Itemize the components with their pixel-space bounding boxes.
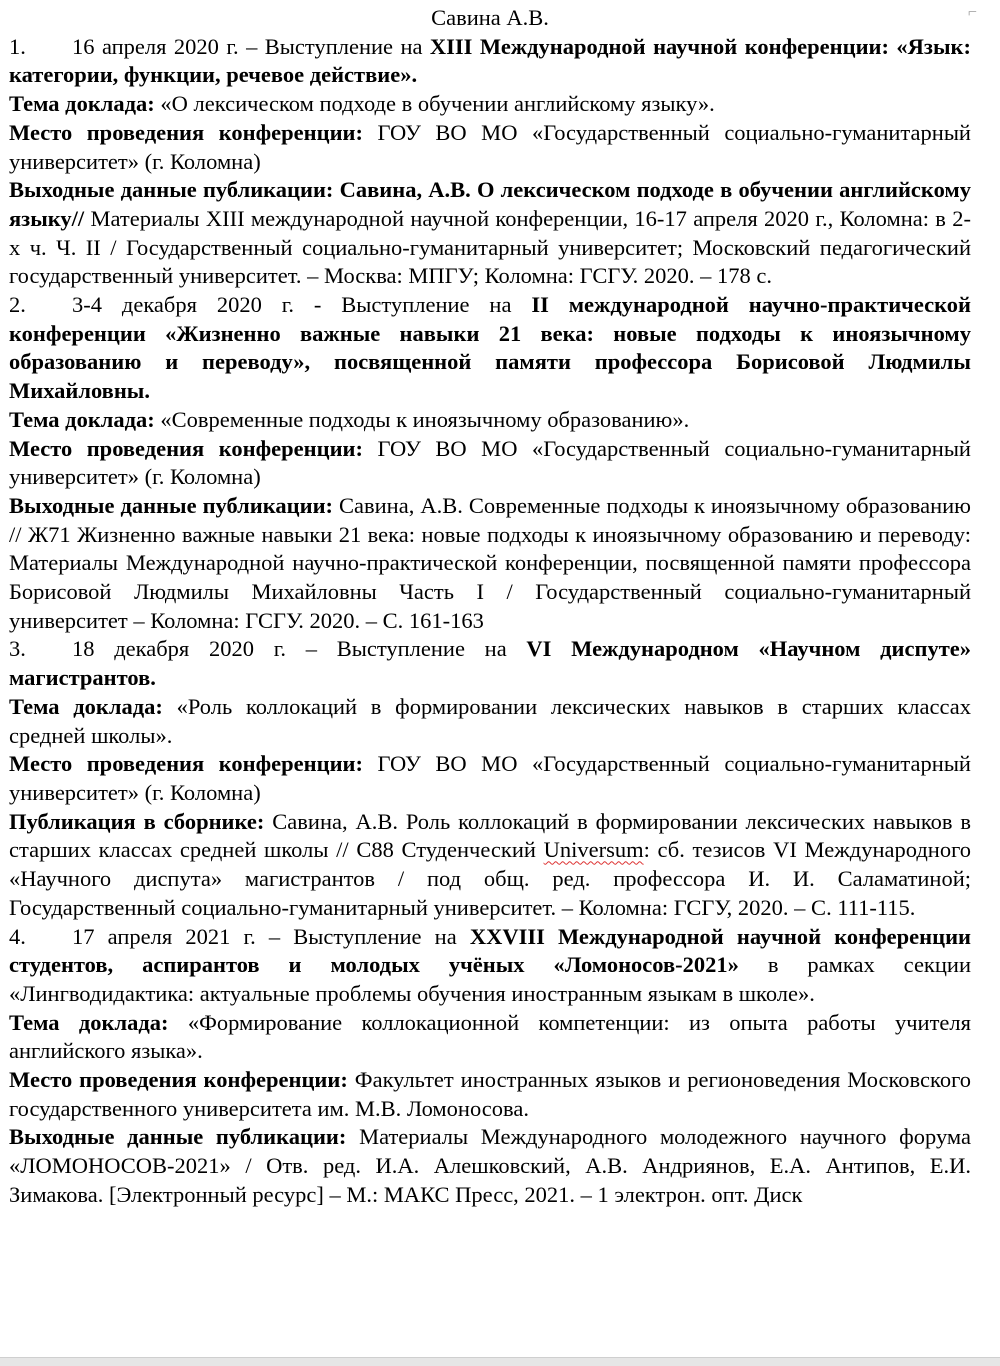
entry-4-venue: Место проведения конференции: Факультет иностранных языков и регионоведения Московского государственного университета им. М.В. Ломоносова. xyxy=(9,1067,971,1121)
page-bottom-edge xyxy=(0,1357,1000,1366)
entry-1-venue: Место проведения конференции: ГОУ ВО МО «Государственный социально-гуманитарный университет» (г. Коломна) xyxy=(9,119,971,174)
entry-2-heading: 2. 3-4 декабря 2020 г. - Выступление на II международной научно-практической конференции «Жизненно важные навыки 21 века: новые подходы к иноязычному образованию и переводу», посвященной памяти профессора Борисовой Людмилы Михайловны. xyxy=(9,292,972,404)
entry-3-publication: Публикация в сборнике: Савина, А.В. Роль коллокаций в формировании лексических навыков в старших классах средней школы // С88 Студенческий Universum: сб. тезисов VI Международного «Научного диспута» магистрантов / под общ. ред. профессора И. И. Саламатиной; Государственный социально-гуманитарный университет. – Коломна: ГСГУ, 2020. – С. 111-115. xyxy=(9,808,971,920)
entry-3-topic: Тема доклада: «Роль коллокаций в формировании лексических навыков в старших классах средней школы». xyxy=(9,693,971,748)
entry-1-topic: Тема доклада: «О лексическом подходе в обучении английскому языку». xyxy=(9,91,715,117)
entry-number: 2. xyxy=(9,292,26,318)
entry-2-venue: Место проведения конференции: ГОУ ВО МО «Государственный социально-гуманитарный университет» (г. Коломна) xyxy=(9,435,971,490)
entry-2-topic: Тема доклада: «Современные подходы к иноязычному образованию». xyxy=(9,406,690,432)
event-title: XIII Международной научной конференции: «Язык: категории, функции, речевое действие». xyxy=(9,33,971,88)
event-title: VI Международном «Научном диспуте» магистрантов. xyxy=(9,636,972,691)
document-body xyxy=(9,4,971,1210)
entry-number: 3. xyxy=(9,636,26,662)
event-title: II международной научно-практической конференции «Жизненно важные навыки 21 века: новые подходы к иноязычному образованию и переводу», посвященной памяти профессора Борисовой Людмилы Михайловны. xyxy=(9,292,972,404)
entry-4-topic: Тема доклада: «Формирование коллокационной компетенции: из опыта работы учителя английского языка». xyxy=(9,1009,971,1064)
event-title: XXVIII Международной научной конференции студентов, аспирантов и молодых учёных «Ломоносов-2021» xyxy=(9,923,971,978)
page-corner-icon: ⌐ xyxy=(968,4,978,21)
entry-4-publication: Выходные данные публикации: Материалы Международного молодежного научного форума «ЛОМОНОСОВ-2021» / Отв. ред. И.А. Алешковский, А.В. Андриянов, Е.А. Антипов, Е.И. Зимакова. [Электронный ресурс] – М.: МАКС Пресс, 2021. – 1 электрон. опт. Диск xyxy=(9,1124,971,1207)
document-title: Савина А.В. xyxy=(431,5,549,30)
entry-number: 1. xyxy=(9,33,26,59)
entry-4-heading: 4. 17 апреля 2021 г. – Выступление на XXVIII Международной научной конференции студентов, аспирантов и молодых учёных «Ломоносов-2021» в рамках секции «Лингводидактика: актуальные проблемы обучения иностранным языкам в школе». xyxy=(9,923,971,1006)
entry-3-venue: Место проведения конференции: ГОУ ВО МО «Государственный социально-гуманитарный университет» (г. Коломна) xyxy=(9,751,971,805)
spellcheck-word: Universum xyxy=(543,837,644,863)
entry-1-heading: 1. 16 апреля 2020 г. – Выступление на XIII Международной научной конференции: «Язык: категории, функции, речевое действие». xyxy=(9,33,971,88)
entry-number: 4. xyxy=(9,923,26,949)
entry-3-heading: 3. 18 декабря 2020 г. – Выступление на VI Международном «Научном диспуте» магистрантов. xyxy=(9,636,972,691)
entry-1-publication: Выходные данные публикации: Савина, А.В. О лексическом подходе в обучении английскому языку// Материалы XIII международной научной конференции, 16-17 апреля 2020 г., Коломна: в 2-х ч. Ч. II / Государственный социально-гуманитарный университет; Московский педагогический государственный университет. – Москва: МПГУ; Коломна: ГСГУ. 2020. – 178 с. xyxy=(9,177,971,289)
entry-2-publication: Выходные данные публикации: Савина, А.В. Современные подходы к иноязычному образованию // Ж71 Жизненно важные навыки 21 века: новые подходы к иноязычному образованию и переводу: Материалы Международной научно-практической конференции, посвященной памяти профессора Борисовой Людмилы Михайловны Часть I / Государственный социально-гуманитарный университет – Коломна: ГСГУ. 2020. – С. 161-163 xyxy=(9,492,971,633)
